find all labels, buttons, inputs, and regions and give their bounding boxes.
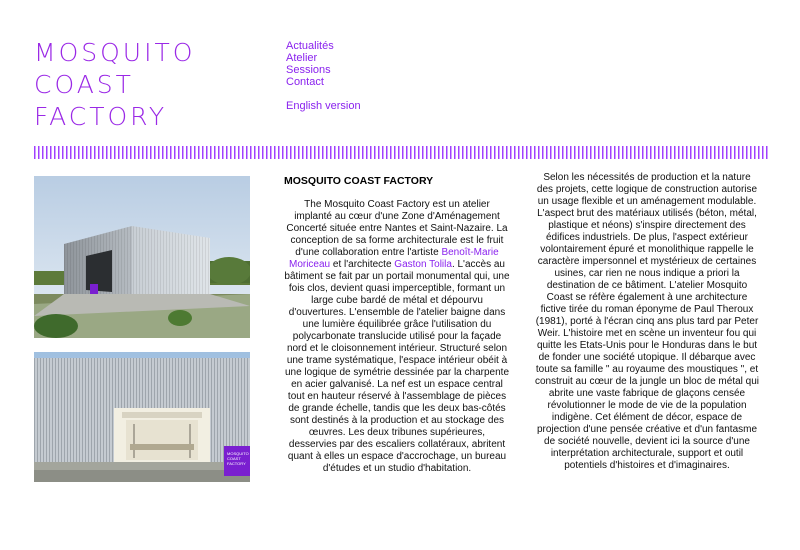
nav-item-atelier[interactable]: Atelier [286, 52, 318, 64]
sign-line-3: FACTORY [227, 461, 246, 466]
building-entrance-photo [34, 352, 250, 482]
nav-item-actualites[interactable]: Actualités [286, 40, 334, 52]
sign-line-1: MOSQUITO [227, 451, 249, 456]
article-column-2 [534, 172, 760, 484]
artist-link[interactable]: Benoît-Marie Moriceau [288, 247, 499, 270]
paragraph-text-c: . L'accès au bâtiment se fait par un portail monumental qui, une fois clos, devient quasi imperceptible, formant un large cube bardé de métal et dépourvu d'ouvertures. L'ensemble de l'atelier baigne dans une lumière équilibrée grâce l'utilisation du polycarbonate translucide utilisé pour la façade nord et le cloisonnement intérieur. Structuré selon une trame systématique, l'espace intérieur obéit à une logique de symétrie dessinée par la charpente en acier galvanisé. La nef est un espace central tout en hauteur réservé à l'assemblage de pièces de grande échelle, tandis que les deux bas-côtés sont destinés à la production et au stockage des œuvres. Les deux tribunes supérieures, desservies par des escaliers collatéraux, abritent quant à elles un espace d'accrochage, un bureau d'études et un studio d'habitation. [284, 259, 510, 474]
main-nav [286, 40, 361, 112]
logo-line-3: FACTORY [34, 102, 168, 131]
paragraph-text-a: The Mosquito Coast Factory est un atelier implanté au cœur d'une Zone d'Aménagement Concerté située entre Nantes et Saint-Nazaire. La conception de sa forme architecturale est le fruit d'une collaboration entre l'artiste [286, 199, 508, 258]
nav-item-sessions[interactable]: Sessions [286, 64, 331, 76]
site-logo[interactable] [34, 37, 195, 133]
nav-item-contact[interactable]: Contact [286, 76, 324, 88]
logo-line-2: COAST [34, 70, 134, 99]
architect-link[interactable]: Gaston Tolila [394, 259, 452, 270]
logo-line-1: MOSQUITO [34, 38, 196, 67]
article-paragraph-2: Selon les nécessités de production et la nature des projets, cette logique de construction autorise un usage flexible et un aménagement modulable. L'aspect brut des matériaux utilisés (béton, métal, plastique et néons) s'inspire directement des édifices industriels. De plus, l'aspect extérieur volontairement épuré et monolithique rappelle le caractère impersonnel et mystérieux de certaines usines, car rien ne nous indique a priori la destination de ce bâtiment. L'atelier Mosquito Coast se réfère également à une architecture fictive tirée du roman éponyme de Paul Theroux (1981), porté à l'écran cinq ans plus tard par Peter Weir. L'histoire met en scène un inventeur fou qui quitte les Etats-Unis pour le Honduras dans le but de fonder une société utopique. Il débarque avec toute sa famille " au royaume des moustiques ", et construit au cœur de la jungle un bloc de métal qui abrite une vaste fabrique de glaçons censée révolutionner le mode de vie de la population indigène. Cet élément de décor, espace de projection d'une pensée créative et d'un fantasme de société nouvelle, devient ici la source d'une interprétation architecturale, support et outil potentiels d'histoires et d'imaginaires. [534, 172, 759, 471]
article-column-1 [284, 175, 510, 487]
article-paragraph-1 [284, 199, 510, 475]
striped-divider [34, 146, 768, 159]
sign-line-2: COAST [227, 456, 241, 461]
article-title: MOSQUITO COAST FACTORY [284, 175, 434, 187]
building-exterior-photo [34, 176, 250, 338]
paragraph-text-b: et l'architecte [330, 259, 395, 270]
english-version-link[interactable]: English version [286, 100, 361, 112]
